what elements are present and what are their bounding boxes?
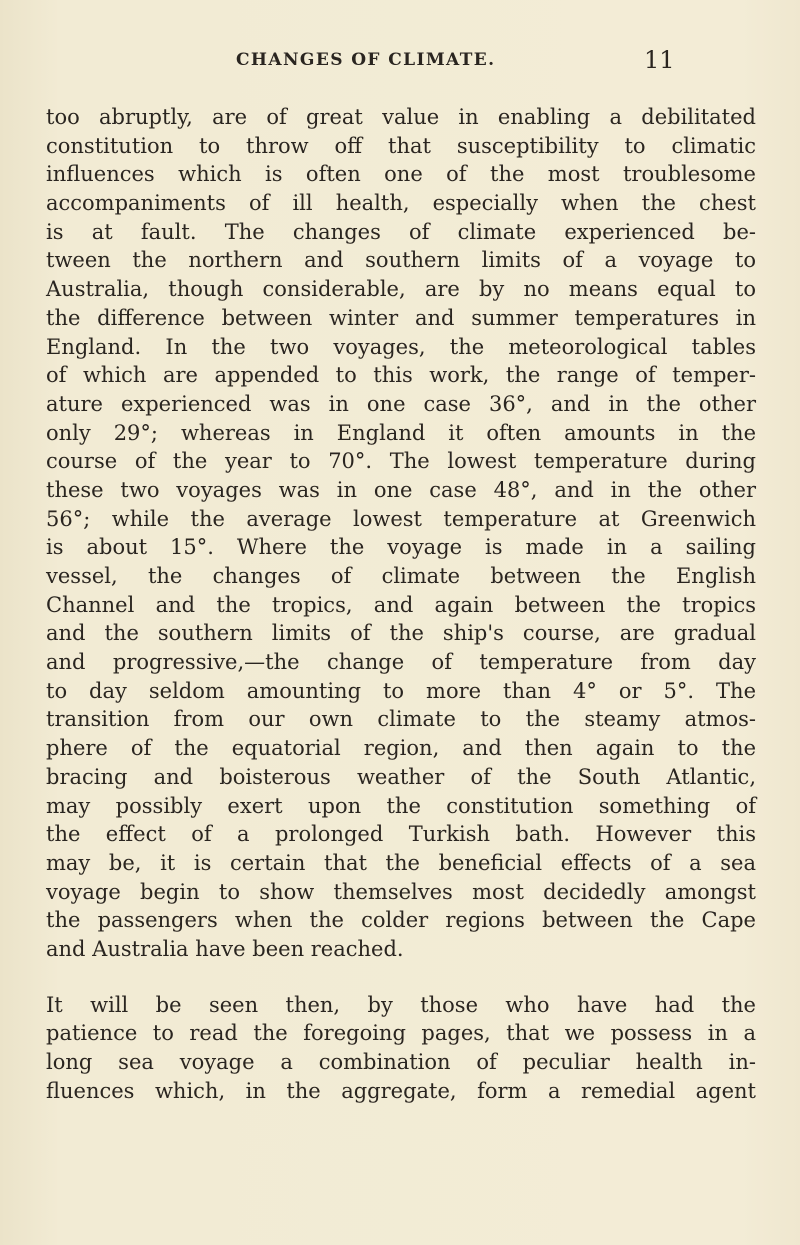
text-line: bracing and boisterous weather of the South Atlantic,	[46, 764, 756, 789]
text-line: and Australia have been reached.	[46, 936, 404, 961]
text-line: course of the year to 70°. The lowest temperature during	[46, 449, 756, 474]
text-line: of which are appended to this work, the range of temper-	[46, 363, 756, 388]
paragraph-gap	[46, 964, 756, 991]
text-line: constitution to throw off that susceptibility to climatic	[46, 133, 756, 158]
text-line: patience to read the foregoing pages, that we possess in a	[46, 1021, 756, 1046]
text-line: England. In the two voyages, the meteorological tables	[46, 334, 756, 359]
text-line: is about 15°. Where the voyage is made in a sailing	[46, 535, 756, 560]
text-line: these two voyages was in one case 48°, and in the other	[46, 477, 756, 502]
text-line: the effect of a prolonged Turkish bath. However this	[46, 822, 756, 847]
text-line: may possibly exert upon the constitution something of	[46, 793, 756, 818]
paragraph-1	[46, 103, 756, 964]
text-line: vessel, the changes of climate between the English	[46, 564, 756, 588]
text-line: too abruptly, are of great value in enabling a debilitated	[46, 105, 756, 129]
text-line: phere of the equatorial region, and then again to the	[46, 736, 756, 761]
text-line: and the southern limits of the ship's course, are gradual	[46, 621, 756, 646]
text-line: It will be seen then, by those who have had the	[46, 992, 756, 1017]
text-line: only 29°; whereas in England it often amounts in the	[46, 420, 756, 445]
text-line: the passengers when the colder regions between the Cape	[46, 908, 756, 933]
text-line: tween the northern and southern limits of a voyage to	[46, 248, 756, 273]
running-head	[236, 46, 686, 80]
text-line: ature experienced was in one case 36°, and in the other	[46, 391, 756, 416]
text-line: accompaniments of ill health, especially when the chest	[46, 191, 756, 216]
text-line: Australia, though considerable, are by no means equal to	[46, 277, 756, 302]
text-line: long sea voyage a combination of peculiar health in-	[46, 1050, 756, 1074]
text-line: transition from our own climate to the steamy atmos-	[46, 707, 756, 732]
text-line: the difference between winter and summer temperatures in	[46, 305, 756, 330]
text-line: Channel and the tropics, and again between the tropics	[46, 592, 756, 617]
text-line: may be, it is certain that the beneficial effects of a sea	[46, 850, 756, 875]
text-line: and progressive,—the change of temperature from day	[46, 650, 756, 675]
text-line: influences which is often one of the most troublesome	[46, 162, 756, 187]
text-line: voyage begin to show themselves most decidedly amongst	[46, 879, 756, 904]
text-line: fluences which, in the aggregate, form a remedial agent	[46, 1078, 756, 1103]
text-line: 56°; while the average lowest temperature at Greenwich	[46, 506, 756, 531]
paragraph-container	[46, 103, 756, 1105]
running-title: CHANGES OF CLIMATE.	[236, 50, 496, 70]
page-number: 11	[644, 46, 675, 74]
text-line: to day seldom amounting to more than 4° or 5°. The	[46, 678, 756, 703]
paragraph-2	[46, 991, 756, 1106]
text-line: is at fault. The changes of climate experienced be-	[46, 219, 756, 244]
body-text	[46, 103, 756, 1105]
